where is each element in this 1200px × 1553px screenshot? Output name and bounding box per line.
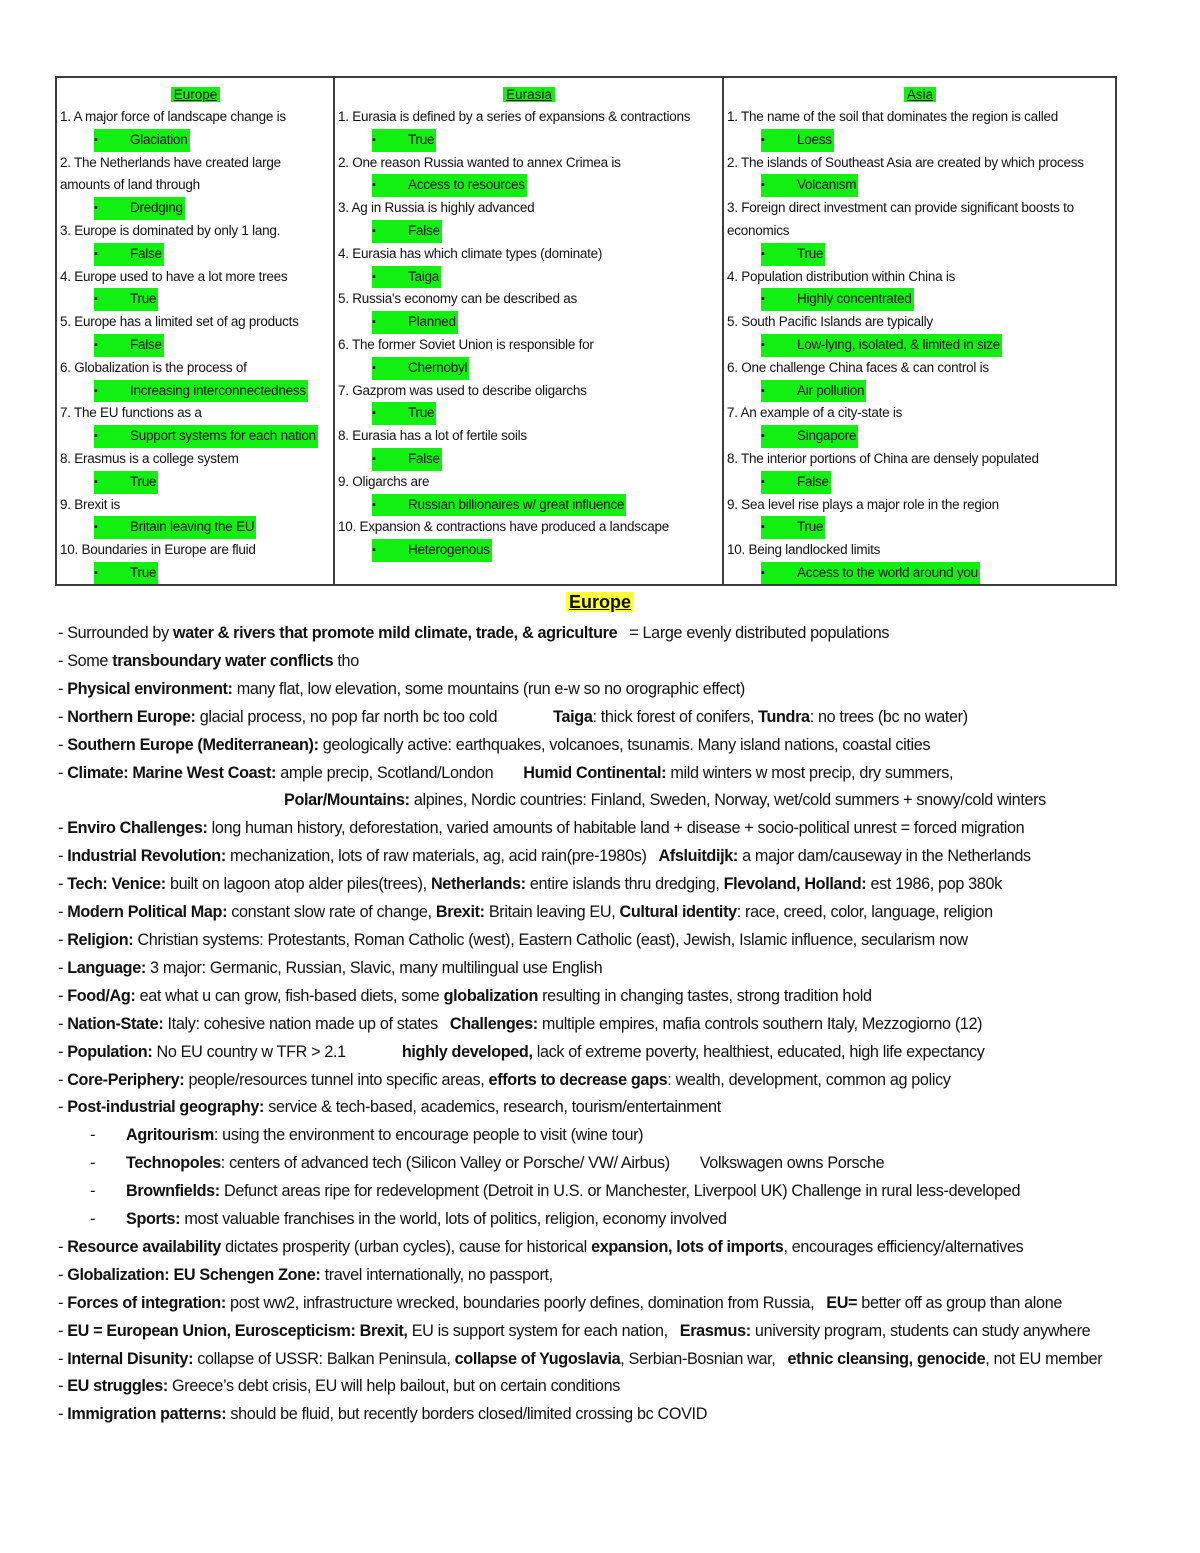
- question-text: 9. Brexit is: [60, 496, 121, 512]
- note-line: - Post-industrial geography: service & tech-based, academics, research, tourism/entertainment: [58, 1098, 721, 1117]
- question-text: 1. The name of the soil that dominates the region is called: [727, 109, 1058, 124]
- note-subline: - Sports: most valuable franchises in the world, lots of politics, religion, economy involved: [90, 1210, 727, 1229]
- bullet-icon: ▪: [372, 224, 376, 237]
- question-text: 5. Europe has a limited set of ag products: [60, 314, 299, 330]
- answer-highlight: True: [94, 562, 158, 584]
- answer-highlight: False: [372, 220, 442, 243]
- answer-row: [60, 129, 331, 152]
- bullet-icon: ▪: [761, 430, 765, 443]
- question-text: 3. Europe is dominated by only 1 lang.: [60, 222, 281, 238]
- note-line: - Globalization: EU Schengen Zone: travel internationally, no passport,: [58, 1265, 553, 1284]
- question-text: 8. Eurasia has a lot of fertile soils: [338, 428, 527, 444]
- bullet-icon: ▪: [372, 407, 376, 420]
- note-line: - Immigration patterns: should be fluid, but recently borders closed/limited crossing bc COVID: [58, 1405, 708, 1424]
- question-text: 5. Russia's economy can be described as: [338, 291, 577, 307]
- column-europe: [57, 78, 333, 584]
- answer-highlight: True: [761, 243, 825, 266]
- note-line: - Climate: Marine West Coast: ample precip, Scotland/London Humid Continental: mild winters w most precip, dry summers,: [58, 763, 954, 782]
- bullet-icon: ▪: [761, 566, 765, 579]
- bullet-icon: ▪: [761, 338, 765, 351]
- note-subline: - Agritourism: using the environment to encourage people to visit (wine tour): [90, 1126, 644, 1145]
- bullet-icon: ▪: [94, 566, 98, 579]
- question-text: 3. Foreign direct investment can provide significant boosts to economics: [727, 200, 1074, 238]
- question-text: 4. Population distribution within China is: [727, 268, 956, 284]
- bullet-icon: ▪: [372, 316, 376, 329]
- bullet-icon: ▪: [94, 202, 98, 215]
- bullet-icon: ▪: [761, 133, 765, 146]
- note-line: - Southern Europe (Mediterranean): geologically active: earthquakes, volcanoes, tsunamis. Many island nations, coastal cities: [58, 735, 931, 754]
- answer-row: [338, 357, 720, 380]
- bullet-icon: ▪: [372, 179, 376, 192]
- answer-highlight: Air pollution: [761, 380, 866, 403]
- answer-row: [338, 311, 720, 334]
- note-line: - EU = European Union, Euroscepticism: Brexit, EU is support system for each nation, Erasmus: university program, students can study anywhere: [58, 1321, 1091, 1340]
- bullet-icon: ▪: [94, 384, 98, 397]
- question-text: 9. Oligarchs are: [338, 473, 430, 489]
- answer-highlight: Low-lying, isolated, & limited in size: [761, 334, 1002, 357]
- answer-row: [727, 562, 1113, 584]
- column-title: Europe: [60, 84, 331, 106]
- note-line: - Industrial Revolution: mechanization, lots of raw materials, ag, acid rain(pre-1980s) Afsluitdijk: a major dam/causeway in the Netherlands: [58, 847, 1031, 866]
- note-line: - Northern Europe: glacial process, no pop far north bc too cold Taiga: thick forest of conifers, Tundra: no trees (bc no water): [58, 707, 968, 726]
- note-line: - Religion: Christian systems: Protestants, Roman Catholic (west), Eastern Catholic (east), Jewish, Islamic influence, secularism now: [58, 930, 968, 949]
- question-text: 6. One challenge China faces & can control is: [727, 359, 989, 375]
- bullet-icon: ▪: [372, 270, 376, 283]
- answer-row: [727, 174, 1113, 197]
- note-line: - Surrounded by water & rivers that promote mild climate, trade, & agriculture = Large evenly distributed populations: [58, 624, 890, 642]
- answer-row: [727, 516, 1113, 539]
- note-subline: - Brownfields: Defunct areas ripe for redevelopment (Detroit in U.S. or Manchester, Liverpool UK) Challenge in rural less-developed: [90, 1182, 1021, 1201]
- bullet-icon: ▪: [372, 452, 376, 465]
- bullet-icon: ▪: [761, 247, 765, 260]
- question-text: 7. Gazprom was used to describe oligarchs: [338, 382, 587, 398]
- answer-highlight: Taiga: [372, 266, 441, 289]
- answer-row: [727, 288, 1113, 311]
- answer-row: [60, 562, 331, 584]
- notes-list: [58, 620, 1188, 1429]
- answer-row: [338, 402, 720, 425]
- answer-row: [727, 471, 1113, 494]
- question-text: 5. South Pacific Islands are typically: [727, 314, 933, 330]
- note-line: - Core-Periphery: people/resources tunnel into specific areas, efforts to decrease gaps: wealth, development, common ag policy: [58, 1070, 951, 1089]
- column-title: Eurasia: [338, 84, 720, 106]
- answer-row: [60, 425, 331, 448]
- note-line: - Physical environment: many flat, low elevation, some mountains (run e-w so no orographic effect): [58, 679, 745, 698]
- note-line: - Resource availability dictates prosperity (urban cycles), cause for historical expansion, lots of imports, encourages efficiency/alternatives: [58, 1237, 1024, 1256]
- bullet-icon: ▪: [761, 384, 765, 397]
- note-line: - Tech: Venice: built on lagoon atop alder piles(trees), Netherlands: entire islands thru dredging, Flevoland, Holland: est 1986, pop 380k: [58, 875, 1002, 894]
- question-text: 4. Eurasia has which climate types (dominate): [338, 245, 603, 261]
- question-text: 6. The former Soviet Union is responsible for: [338, 336, 594, 352]
- note-line: - Forces of integration: post ww2, infrastructure wrecked, boundaries poorly defines, domination from Russia, EU= better off as group than alone: [58, 1293, 1062, 1312]
- answer-highlight: Chernobyl: [372, 357, 469, 380]
- question-text: 4. Europe used to have a lot more trees: [60, 268, 288, 284]
- answer-row: [60, 516, 331, 539]
- bullet-icon: ▪: [94, 133, 98, 146]
- answer-highlight: Increasing interconnectedness: [94, 380, 308, 403]
- quiz-table: [55, 76, 1117, 586]
- note-line: - Language: 3 major: Germanic, Russian, Slavic, many multilingual use English: [58, 958, 603, 977]
- question-text: 8. The interior portions of China are densely populated: [727, 450, 1039, 466]
- answer-row: [338, 494, 720, 517]
- question-text: 9. Sea level rise plays a major role in the region: [727, 496, 999, 512]
- bullet-icon: ▪: [94, 475, 98, 488]
- answer-highlight: Heterogenous: [372, 539, 492, 562]
- question-text: 8. Erasmus is a college system: [60, 450, 239, 466]
- question-text: 3. Ag in Russia is highly advanced: [338, 200, 535, 216]
- note-line: - Population: No EU country w TFR > 2.1 highly developed, lack of extreme poverty, healthiest, educated, high life expectancy: [58, 1042, 985, 1061]
- answer-row: [727, 243, 1113, 266]
- bullet-icon: ▪: [761, 521, 765, 534]
- note-line: - Modern Political Map: constant slow rate of change, Brexit: Britain leaving EU, Cultural identity: race, creed, color, language, religion: [58, 903, 993, 922]
- answer-row: [727, 425, 1113, 448]
- answer-highlight: Glaciation: [94, 129, 190, 152]
- note-line: - Nation-State: Italy: cohesive nation made up of states Challenges: multiple empires, mafia controls southern Italy, Mezzogiorno (12): [58, 1014, 983, 1033]
- answer-row: [60, 334, 331, 357]
- answer-highlight: False: [372, 448, 442, 471]
- answer-highlight: True: [94, 471, 158, 494]
- notes-title: Europe: [0, 590, 1200, 614]
- answer-highlight: Planned: [372, 311, 458, 334]
- bullet-icon: ▪: [372, 498, 376, 511]
- bullet-icon: ▪: [94, 293, 98, 306]
- answer-highlight: True: [761, 516, 825, 539]
- answer-highlight: True: [372, 402, 436, 425]
- bullet-icon: ▪: [94, 247, 98, 260]
- bullet-icon: ▪: [761, 179, 765, 192]
- bullet-icon: ▪: [761, 293, 765, 306]
- note-line: - Internal Disunity: collapse of USSR: Balkan Peninsula, collapse of Yugoslavia, Serbian-Bosnian war, ethnic cleansing, genocide, not EU member: [58, 1349, 1103, 1368]
- answer-highlight: Britain leaving the EU: [94, 516, 256, 539]
- answer-highlight: True: [94, 288, 158, 311]
- answer-row: [727, 129, 1113, 152]
- answer-row: [338, 220, 720, 243]
- bullet-icon: ▪: [94, 338, 98, 351]
- note-line: - EU struggles: Greece’s debt crisis, EU will help bailout, but on certain conditions: [58, 1377, 620, 1396]
- bullet-icon: ▪: [372, 133, 376, 146]
- note-line: - Some transboundary water conflicts tho: [58, 651, 359, 670]
- question-text: 7. An example of a city-state is: [727, 405, 903, 421]
- column-eurasia: [333, 78, 722, 584]
- note-subline: - Technopoles: centers of advanced tech (Silicon Valley or Porsche/ VW/ Airbus) Volkswagen owns Porsche: [90, 1154, 885, 1173]
- question-text: 2. One reason Russia wanted to annex Crimea is: [338, 154, 621, 170]
- answer-highlight: Access to the world around you: [761, 562, 980, 584]
- answer-row: [338, 174, 720, 197]
- note-line: Polar/Mountains: alpines, Nordic countries: Finland, Sweden, Norway, wet/cold summers + snowy/cold winters: [284, 791, 1046, 810]
- bullet-icon: ▪: [94, 430, 98, 443]
- question-text: 1. Eurasia is defined by a series of expansions & contractions: [338, 109, 691, 124]
- bullet-icon: ▪: [94, 521, 98, 534]
- note-line: - Food/Ag: eat what u can grow, fish-based diets, some globalization resulting in changing tastes, strong tradition hold: [58, 986, 872, 1005]
- answer-highlight: Highly concentrated: [761, 288, 914, 311]
- answer-row: [727, 380, 1113, 403]
- answer-highlight: True: [372, 129, 436, 152]
- column-title: Asia: [727, 84, 1113, 106]
- answer-row: [338, 129, 720, 152]
- question-text: 2. The Netherlands have created large amounts of land through: [60, 154, 281, 193]
- question-text: 7. The EU functions as a: [60, 405, 202, 421]
- answer-highlight: Dredging: [94, 197, 185, 220]
- question-text: 10. Being landlocked limits: [727, 542, 881, 558]
- answer-row: [60, 380, 331, 403]
- answer-row: [60, 243, 331, 266]
- answer-highlight: False: [94, 334, 164, 357]
- answer-row: [338, 539, 720, 562]
- question-text: 6. Globalization is the process of: [60, 359, 247, 375]
- answer-highlight: Loess: [761, 129, 834, 152]
- answer-highlight: Volcanism: [761, 174, 858, 197]
- bullet-icon: ▪: [372, 544, 376, 557]
- column-asia: [722, 78, 1115, 584]
- answer-highlight: Singapore: [761, 425, 858, 448]
- answer-row: [338, 266, 720, 289]
- question-text: 10. Expansion & contractions have produced a landscape: [338, 519, 669, 535]
- bullet-icon: ▪: [761, 475, 765, 488]
- answer-highlight: Support systems for each nation: [94, 425, 318, 448]
- bullet-icon: ▪: [372, 361, 376, 374]
- answer-highlight: Access to resources: [372, 174, 527, 197]
- note-line: - Enviro Challenges: long human history, deforestation, varied amounts of habitable land + disease + socio-political unrest = forced migration: [58, 819, 1025, 838]
- answer-highlight: Russian billionaires w/ great influence: [372, 494, 626, 517]
- answer-row: [727, 334, 1113, 357]
- answer-row: [338, 448, 720, 471]
- answer-highlight: False: [94, 243, 164, 266]
- answer-row: [60, 471, 331, 494]
- question-text: 2. The islands of Southeast Asia are created by which process: [727, 154, 1084, 170]
- answer-row: [60, 197, 331, 220]
- question-text: 1. A major force of landscape change is: [60, 109, 286, 124]
- answer-highlight: False: [761, 471, 831, 494]
- answer-row: [60, 288, 331, 311]
- question-text: 10. Boundaries in Europe are fluid: [60, 542, 256, 558]
